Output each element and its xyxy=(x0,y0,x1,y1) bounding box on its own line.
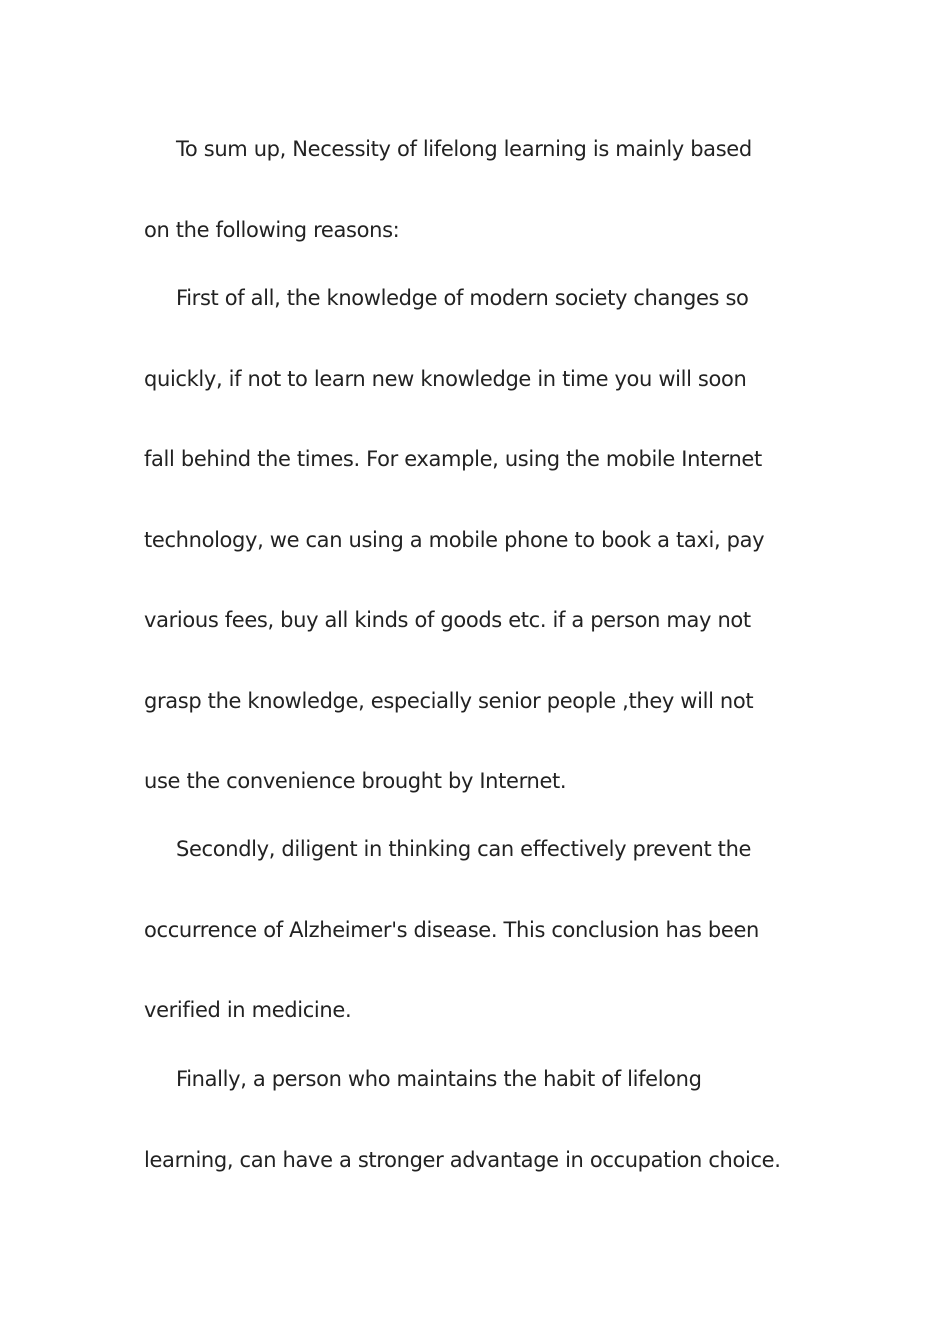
paragraph-2-line-6: grasp the knowledge, especially senior people ,they will not xyxy=(144,689,754,713)
paragraph-1-line-1: To sum up, Necessity of lifelong learning is mainly based xyxy=(176,137,752,161)
paragraph-2-line-7: use the convenience brought by Internet. xyxy=(144,769,567,793)
paragraph-3-line-1: Secondly, diligent in thinking can effectively prevent the xyxy=(176,837,752,861)
paragraph-2-line-3: fall behind the times. For example, using the mobile Internet xyxy=(144,447,762,471)
paragraph-2-line-2: quickly, if not to learn new knowledge in time you will soon xyxy=(144,367,747,391)
paragraph-4-line-2: learning, can have a stronger advantage in occupation choice. xyxy=(144,1148,781,1172)
paragraph-2-line-4: technology, we can using a mobile phone to book a taxi, pay xyxy=(144,528,765,552)
paragraph-3-line-2: occurrence of Alzheimer's disease. This conclusion has been xyxy=(144,918,759,942)
paragraph-4-line-1: Finally, a person who maintains the habit of lifelong xyxy=(176,1067,702,1091)
paragraph-2-line-5: various fees, buy all kinds of goods etc. if a person may not xyxy=(144,608,751,632)
paragraph-3-line-3: verified in medicine. xyxy=(144,998,352,1022)
paragraph-2-line-1: First of all, the knowledge of modern society changes so xyxy=(176,286,749,310)
paragraph-1-line-2: on the following reasons: xyxy=(144,218,400,242)
